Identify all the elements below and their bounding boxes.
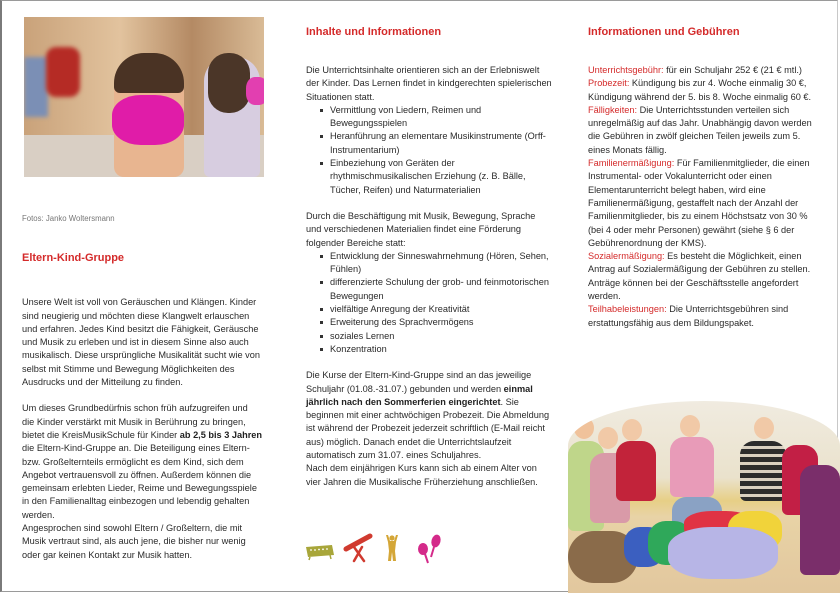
list-item: Vermittlung von Liedern, Reimen und Bewegungsspielen	[330, 104, 552, 131]
list-item: vielfältige Anregung der Kreativität	[330, 303, 552, 316]
fee-item: Unterrichtsgebühr: für ein Schuljahr 252 € (21 € mtl.)	[588, 65, 802, 75]
maracas-icon	[414, 533, 444, 565]
fee-item: Sozialermäßigung: Es besteht die Möglichkeit, einen Antrag auf Sozialermäßigung der Gebühren zu stellen. Anträge können bei der Geschäftsstelle angefordert werden.	[588, 251, 811, 302]
fee-item: Probezeit: Kündigung bis zur 4. Woche einmalig 30 €, Kündigung während der 5. bis 8. Woche einmalig 60 €.	[588, 78, 812, 102]
list-item: differenzierte Schulung der grob- und feinmotorischen Bewegungen	[330, 276, 552, 303]
fee-item: Teilhabeleistungen: Die Unterrichtsgebühren sind erstattungsfähig aus dem Bildungspaket.	[588, 304, 789, 328]
contents-list	[306, 104, 552, 197]
courses-paragraph: Die Kurse der Eltern-Kind-Gruppe sind an das jeweilige Schuljahr (01.08.-31.07.) gebunden und werden einmal jährlich nach den Sommerferien eingerichtet. Sie beginnen mit einer achtwöchigen Probezeit. Die Abmeldung ist während der Probezeit jederzeit schriftlich (E-Mail reicht aus) möglich. Danach endet die Unterrichtslaufzeit automatisch zum 31.07. eines Schuljahres.	[306, 370, 550, 461]
section-title-eltern-kind-gruppe: Eltern-Kind-Gruppe	[22, 252, 125, 265]
promotion-intro: Durch die Beschäftigung mit Musik, Bewegung, Sprache und verschiedenen Materialien findet eine Förderung folgender Bereiche statt:	[306, 210, 536, 248]
contents-intro: Die Unterrichtsinhalte orientieren sich an der Erlebniswelt der Kinder. Das Lernen findet in kindgerechten spielerischen Situationen statt.	[306, 65, 552, 102]
list-item: Heranführung an elementare Musikinstrumente (Orff-Instrumentarium)	[330, 130, 552, 157]
right-column	[588, 25, 824, 330]
promotion-list	[306, 250, 552, 356]
dancer-icon	[384, 533, 400, 563]
intro-paragraph: Unsere Welt ist voll von Geräuschen und Klängen. Kinder sind neugierig und möchten diese Klangwelt erlauschen und erfahren. Jedes Kind besitzt die Fähigkeit, Geräusche und Musik zu erleben und ist in diesem Sinne also auch musikalisch. Diese ursprüngliche Musikalität sucht wie von selbst mit Stimme und Bewegung Möglichkeiten des Ausdrucks und der Mitteilung zu finden.	[22, 297, 260, 388]
fee-item: Fälligkeiten: Die Unterrichtsstunden verteilen sich unregelmäßig auf das Jahr. Unabhängig davon werden die Gebühren in zwölf gleichen Teilen jeweils zum 5. eines Monats fällig.	[588, 104, 812, 155]
section-title-inhalte: Inhalte und Informationen	[306, 26, 442, 38]
list-item: Konzentration	[330, 343, 552, 356]
fee-item: Familienermäßigung: Für Familienmitglieder, die einen Instrumental- oder Vokalunterricht oder einen Elementarunterricht belegt haben, wird eine Familienermäßigung, gestaffelt nach der Anzahl der Familienmitglieder, bis zu einem Höchstsatz von 30 % (bei 4 oder mehr Personen) gewährt (siehe § 6 der Gebührenordnung der KMS).	[588, 158, 810, 248]
fees-list	[588, 64, 824, 330]
instrument-icons	[304, 533, 454, 569]
list-item: soziales Lernen	[330, 330, 552, 343]
photo-girl-with-scarf	[24, 17, 264, 177]
list-item: Einbeziehung von Geräten der rhythmischmusikalischen Erziehung (z. B. Bälle, Tücher, Reifen) und Naturmaterialien	[330, 157, 552, 197]
list-item: Erweiterung des Sprachvermögens	[330, 316, 552, 329]
xylophone-icon	[304, 541, 336, 561]
claves-icon	[342, 533, 374, 563]
left-column	[22, 212, 262, 562]
audience-paragraph: Angesprochen sind sowohl Eltern / Großeltern, die mit Musik vertraut sind, als auch jene, die bisher nur wenig oder gar keinen Kontakt zur Musik hatten.	[22, 523, 246, 560]
photo-caption: Fotos: Janko Woltersmann	[22, 214, 115, 223]
list-item: Entwicklung der Sinneswahrnehmung (Hören, Sehen, Fühlen)	[330, 250, 552, 277]
middle-column	[306, 25, 552, 489]
section-title-gebuehren: Informationen und Gebühren	[588, 26, 740, 38]
photo-children-circle	[568, 401, 840, 593]
followup-paragraph: Nach dem einjährigen Kurs kann sich ab einem Alter von vier Jahren die Musikalische Früherziehung anschließen.	[306, 463, 538, 487]
offer-paragraph: Um dieses Grundbedürfnis schon früh aufzugreifen und die Kinder verstärkt mit Musik in Berührung zu bringen, bietet die KreisMusikSchule für Kinder ab 2,5 bis 3 Jahren die Eltern-Kind-Gruppe an. Die Beteiligung eines Eltern- bzw. Großelternteils ermöglicht es dem Kind, sich dem Angebot vertrauensvoll zu öffnen. Außerdem können die gemeinsam erlebten Lieder, Reime und Bewegungsspiele in den Familienalltag einbezogen und lebendig gehalten werden.	[22, 403, 263, 520]
